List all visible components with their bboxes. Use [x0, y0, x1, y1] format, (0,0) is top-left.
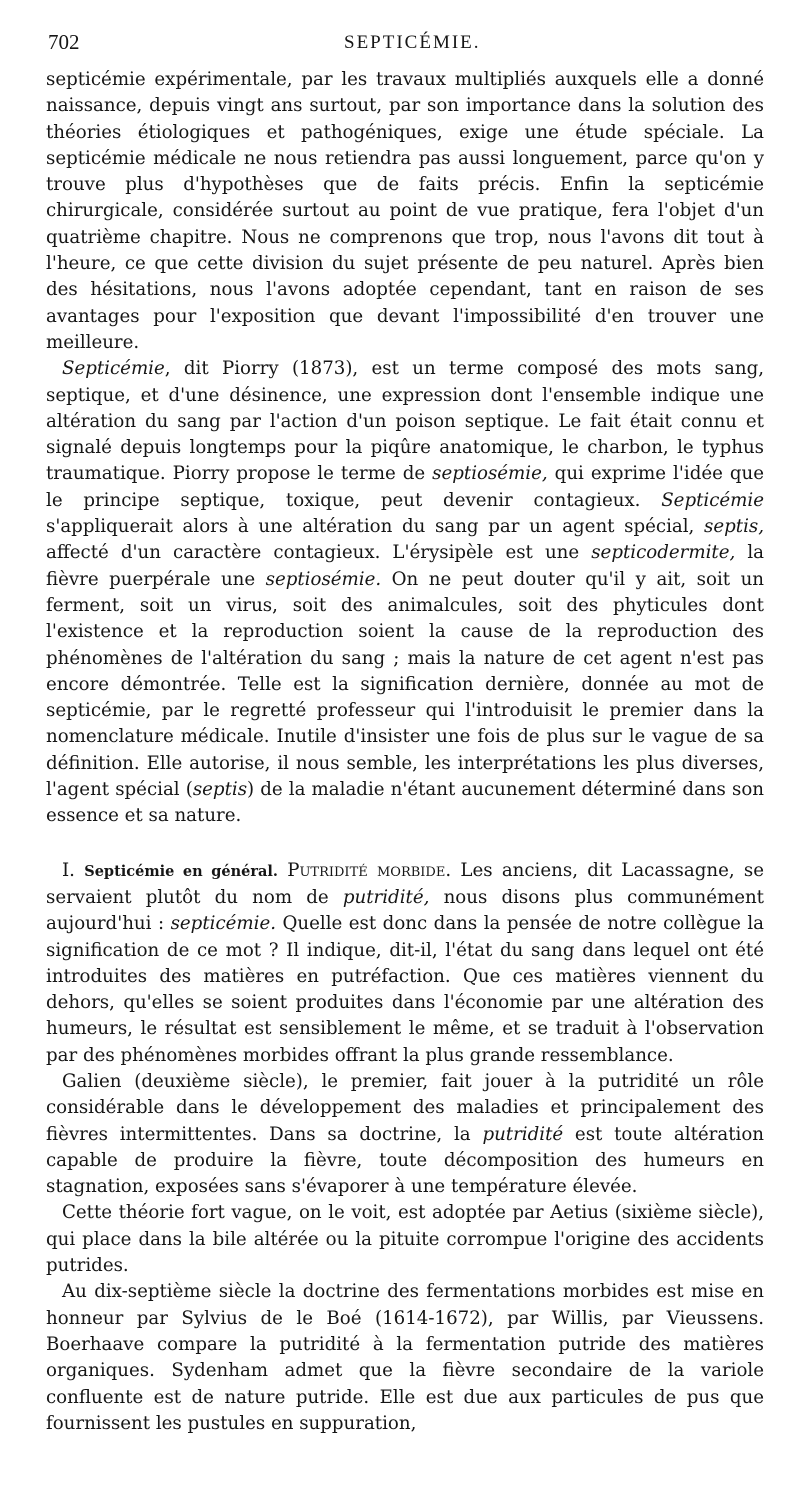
text-run: , dit Piorry (1873), est un terme composé des mots sang, septique, et d'une désinence, une expression dont l'ensemble indique une altération du sang par l'action d'un poison septique. Le fait était connu et signalé depuis longtemps pour la piqûre anatomique, le charbon, le typhus traumatique. Piorry propose le terme de: [46, 358, 764, 485]
italic-term: putridité: [482, 1123, 564, 1145]
text-run: I.: [62, 859, 85, 881]
text-run: est toute altération capable de produire la fièvre, toute décomposition des humeurs en stagnation, exposées sans s'évaporer à une température élevée.: [46, 1123, 764, 1198]
italic-term: septicémie.: [170, 913, 276, 935]
italic-term: septiosémie,: [432, 463, 548, 485]
text-run: Quelle est donc dans la pensée de notre collègue la signification de ce mot ? Il indique, dit-il, l'état du sang dans lequel ont été introduites des matières en putréfaction. Que ces matières viennent du dehors, qu'elles se soient produites dans l'économie par une altération des humeurs, le résultat est sensiblement le même, et se traduit à l'observation par des phénomènes morbides offrant la plus grande ressemblance.: [46, 913, 764, 1066]
page-body: [46, 67, 764, 1437]
italic-term: septiosémie.: [265, 568, 382, 590]
text-run: On ne peut douter qu'il y ait, soit un ferment, soit un virus, soit des animalcules, soit des phyticules dont l'existence et la reproduction soient la cause de la reproduction des phénomènes de l'altération du sang ; mais la nature de cet agent n'est pas encore démontrée. Telle est la signification dernière, donnée au mot de septicémie, par le regretté professeur qui l'introduisit le premier dans la nomenclature médicale. Inutile d'insister une fois de plus sur le vague de sa définition. Elle autorise, il nous semble, les interprétations les plus diverses, l'agent spécial (: [46, 568, 765, 801]
text-run: s'appliquerait alors à une altération du sang par un agent spécial,: [46, 516, 705, 538]
text-run: qui exprime l'idée que le principe septique, toxique, peut devenir contagieux.: [46, 463, 764, 511]
italic-term: septis,: [704, 516, 764, 538]
text-run: nous disons plus communément aujourd'hui :: [46, 886, 764, 935]
italic-term: septicodermite,: [591, 542, 736, 564]
page-number: 702: [48, 30, 80, 54]
paragraph: [46, 1069, 764, 1200]
text-run: ) de la maladie n'étant aucunement déterminé dans son essence et sa nature.: [46, 779, 764, 827]
paragraph: [46, 1200, 764, 1279]
section-paragraph: [46, 858, 764, 1069]
text-run: Cette théorie fort vague, on le voit, est adoptée par Aetius (sixième siècle), qui place dans la bile altérée ou la pituite corrompue l'origine des accidents putrides.: [46, 1202, 764, 1277]
text-run: Au dix-septième siècle la doctrine des fermentations morbides est mise en honneur par Sylvius de le Boé (1614-1672), par Willis, par Vieussens. Boerhaave compare la putridité à la fermentation putride des matières organiques. Sydenham admet que la fièvre secondaire de la variole confluente est de nature putride. Elle est due aux particules de pus que fournissent les pustules en suppuration,: [46, 1281, 764, 1434]
italic-term: Septicémie: [62, 358, 165, 380]
italic-term: Septicémie: [661, 489, 764, 511]
paragraph: [46, 356, 764, 829]
text-run: Les anciens, dit Lacassagne, se servaient plutôt du nom de: [46, 859, 764, 908]
text-run: la fièvre puerpérale une: [46, 542, 764, 590]
italic-term: putridité,: [342, 886, 430, 908]
running-title: SEPTICÉMIE.: [344, 32, 481, 53]
text-run: affecté d'un caractère contagieux. L'érysipèle est une: [46, 542, 592, 564]
text-run: [278, 860, 287, 881]
text-run: septicémie expérimentale, par les travaux multipliés auxquels elle a donné naissance, depuis vingt ans surtout, par son importance dans la solution des théories étiologiques et pathogéniques, exige une étude spéciale. La septicémie médicale ne nous retiendra pas aussi longuement, parce qu'on y trouve plus d'hypothèses que de faits précis. Enfin la septicémie chirurgicale, considérée surtout au point de vue pratique, fera l'objet d'un quatrième chapitre. Nous ne comprenons que trop, nous l'avons dit tout à l'heure, ce que cette division du sujet présente de peu naturel. Après bien des hésitations, nous l'avons adoptée cependant, tant en raison de ses avantages pour l'exposition que devant l'impossibilité d'en trouver une meilleure.: [46, 69, 764, 353]
section-heading: Putridité morbide.: [287, 859, 452, 881]
page-header: [48, 30, 766, 60]
paragraph: [46, 1279, 764, 1437]
section-label: Septicémie en général.: [84, 862, 278, 880]
text-run: Galien (deuxième siècle), le premier, fait jouer à la putridité un rôle considérable dans le développement des maladies et principalement des fièvres intermittentes. Dans sa doctrine, la: [46, 1070, 764, 1145]
paragraph: [46, 67, 764, 356]
italic-term: septis: [192, 779, 248, 801]
